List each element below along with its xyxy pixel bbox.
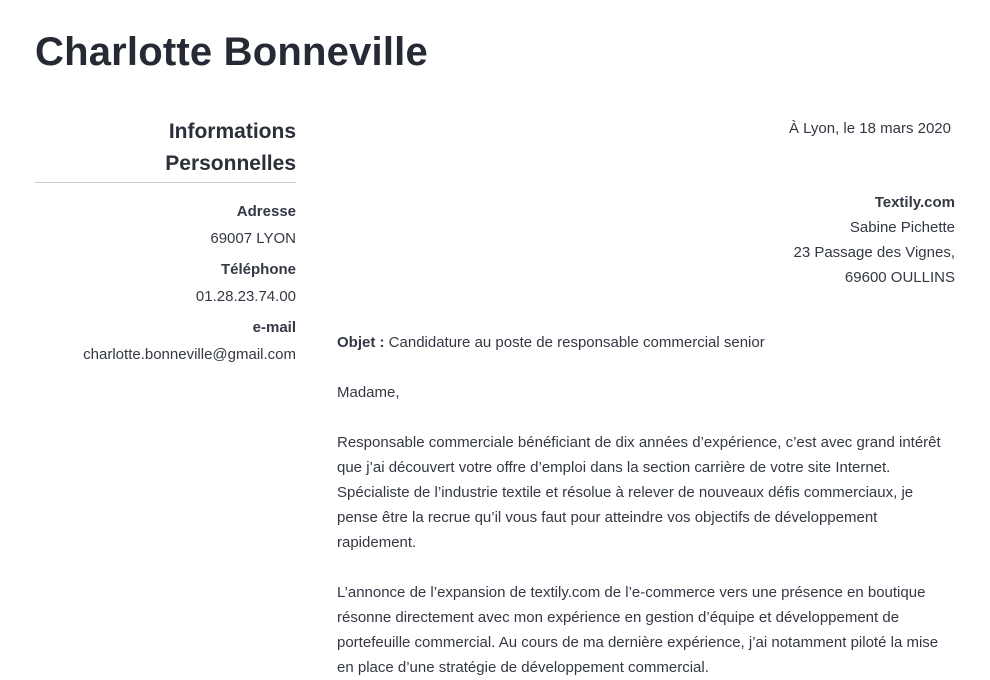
address-value: 69007 LYON (210, 230, 296, 247)
email-block (35, 317, 296, 367)
phone-value: 01.28.23.74.00 (195, 288, 296, 305)
phone-block (35, 259, 296, 309)
recipient-company: Textily.com (874, 194, 955, 211)
recipient-address (337, 190, 955, 290)
email-label: e-mail (252, 319, 296, 336)
letter-paragraph: Responsable commerciale bénéficiant de dix années d’expérience, c’est avec grand intérêt que j’ai découvert votre offre d’emploi dans la section carrière de votre site Internet. Spécialiste de l’industrie textile et résolue à relever de nouveaux défis commerciaux, je pense être la recrue qu’il vous faut pour atteindre vos objectifs de développement rapidement. (337, 434, 941, 551)
letter-date: À Lyon, le 18 mars 2020 (788, 120, 951, 137)
phone-label: Téléphone (220, 261, 296, 278)
address-label: Adresse (236, 203, 296, 220)
subject-text: Candidature au poste de responsable commercial senior (388, 334, 765, 351)
sidebar-title: Informations Personnelles (35, 116, 296, 183)
letter-greeting: Madame, (337, 384, 400, 401)
letter-subject (337, 330, 955, 355)
applicant-name: Charlotte Bonneville (35, 30, 428, 74)
personal-info-sidebar (35, 116, 296, 367)
subject-label: Objet : (337, 334, 385, 351)
address-block (35, 201, 296, 251)
recipient-street: 23 Passage des Vignes, (793, 244, 955, 261)
recipient-city: 69600 OULLINS (844, 269, 955, 286)
email-value: charlotte.bonneville@gmail.com (83, 346, 296, 363)
recipient-contact: Sabine Pichette (849, 219, 955, 236)
letter-body (337, 118, 955, 680)
letter-paragraph: L’annonce de l’expansion de textily.com de l’e-commerce vers une présence en boutique résonne directement avec mon expérience en gestion d’équipe et développement de portefeuille commercial. Au cours de ma dernière expérience, j’ai notamment piloté la mise en place d’une stratégie de développement commercial. (337, 584, 939, 676)
